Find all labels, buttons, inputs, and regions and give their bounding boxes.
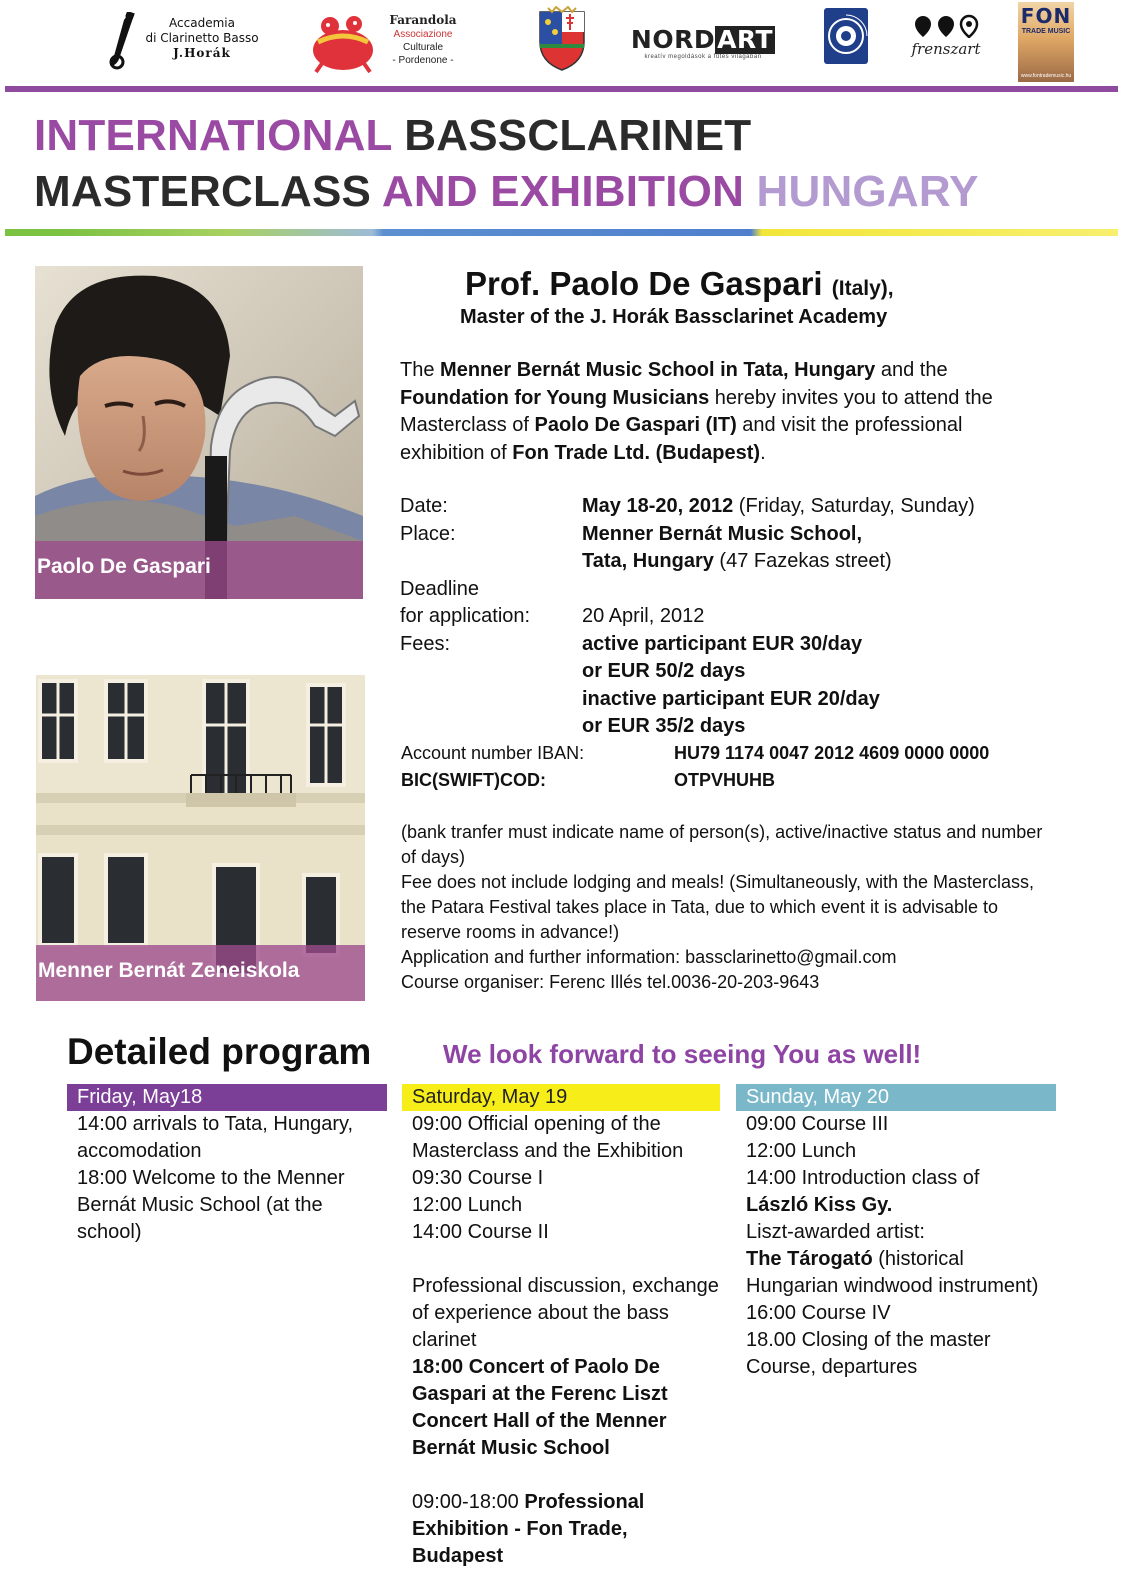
farandola-line4: - Pordenone - xyxy=(392,55,454,66)
program-item-tarogato: The Tárogató xyxy=(746,1248,873,1270)
intro-text-2: and the xyxy=(875,359,948,381)
program-item: 12:00 Lunch xyxy=(746,1140,857,1162)
place-row xyxy=(400,521,1100,576)
title-masterclass: MASTERCLASS xyxy=(34,167,372,216)
fon-sub: TRADE MUSIC xyxy=(1021,28,1071,35)
fon-url: www.fontrademusic.hu xyxy=(1020,73,1072,79)
intro-text-4: and visit the professional exhibition of xyxy=(400,414,963,464)
title-and-exhibition: AND EXHIBITION xyxy=(381,167,745,216)
program-item: 14:00 Course II xyxy=(412,1221,549,1243)
date-note: (Friday, Saturday, Sunday) xyxy=(733,495,975,517)
school-photo xyxy=(36,675,365,1001)
program-item: 18:00 Welcome to the Menner Bernát Music School (at the school) xyxy=(77,1167,345,1243)
dancing-figures-icon xyxy=(308,12,378,74)
sponsor-logos xyxy=(0,0,1136,85)
note-organiser: Course organiser: Ferenc Illés tel.0036-20-203-9643 xyxy=(401,972,820,992)
nordart-tagline: kreatív megoldások a fűtés világában xyxy=(644,54,762,60)
saturday-header: Saturday, May 19 xyxy=(402,1084,720,1111)
note-application-contact: Application and further information: bassclarinetto@gmail.com xyxy=(401,947,897,967)
saturday-column xyxy=(402,1084,720,1570)
program-item-exhibition: Professional Exhibition - Fon Trade, Budapest xyxy=(412,1491,645,1567)
bic-label: BIC(SWIFT)COD: xyxy=(401,770,546,790)
place-note: (47 Fazekas street) xyxy=(713,550,892,572)
fee-item: active participant EUR 30/day xyxy=(582,632,863,655)
deadline-label-2: for application: xyxy=(400,605,531,627)
title-hungary: HUNGARY xyxy=(756,167,979,216)
date-value: May 18-20, 2012 xyxy=(582,495,734,517)
program-item: 18.00 Closing of the master Course, departures xyxy=(746,1329,991,1378)
nordart-name-a: NORD xyxy=(630,25,716,54)
program-item-concert: 18:00 Concert of Paolo De Gaspari at the Ferenc Liszt Concert Hall of the Menner Bernát Music School xyxy=(412,1356,668,1459)
program-item: 14:00 Introduction class of xyxy=(746,1167,980,1189)
deadline-label-1: Deadline xyxy=(400,577,479,600)
account-row xyxy=(401,740,1101,767)
fee-item: inactive participant EUR 20/day xyxy=(582,687,880,710)
color-divider xyxy=(5,229,1118,236)
top-divider xyxy=(5,86,1118,92)
intro-text-5: . xyxy=(760,441,766,464)
deadline-value: 20 April, 2012 xyxy=(582,605,705,627)
fee-item: or EUR 50/2 days xyxy=(582,660,746,682)
friday-column xyxy=(67,1084,387,1246)
fees-label: Fees: xyxy=(400,632,451,655)
horak-academy-logo xyxy=(108,6,268,68)
program-item-artist: László Kiss Gy. xyxy=(746,1194,893,1216)
farandola-logo xyxy=(308,6,468,72)
servohuri-badge-icon xyxy=(823,7,869,65)
program-item: 12:00 Lunch xyxy=(412,1194,523,1216)
intro-bold-2: Foundation for Young Musicians xyxy=(400,386,710,409)
program-item: 09:00 Official opening of the Masterclass and the Exhibition xyxy=(412,1113,684,1162)
program-item: 14:00 arrivals to Tata, Hungary, accomodation xyxy=(77,1113,354,1162)
servohuri-logo xyxy=(822,6,870,66)
deadline-row xyxy=(400,576,1100,631)
intro-bold-1: Menner Bernát Music School in Tata, Hungary xyxy=(440,359,876,381)
program-item-tarogato-desc: (historical Hungarian windwood instrument) xyxy=(746,1248,1039,1297)
invitation-paragraph xyxy=(400,357,1050,467)
bass-clarinet-icon xyxy=(108,12,142,72)
horak-line3: J.Horák xyxy=(173,46,231,60)
professor-photo xyxy=(35,266,363,599)
title-international: INTERNATIONAL xyxy=(34,111,392,160)
bic-value: OTPVHUHB xyxy=(674,770,776,790)
note-bank-transfer: (bank tranfer must indicate name of person(s), active/inactive status and number of days) xyxy=(401,822,1043,867)
place-line2: Tata, Hungary xyxy=(582,550,714,572)
program-item: Professional discussion, exchange of experience about the bass clarinet xyxy=(412,1275,719,1351)
frenszart-logo xyxy=(906,6,986,66)
program-item: Liszt-awarded artist: xyxy=(746,1221,925,1243)
notes-block xyxy=(401,820,1061,995)
date-label: Date: xyxy=(400,495,448,517)
note-lodging: Fee does not include lodging and meals! (Simultaneously, with the Masterclass, the Patara Festival takes place in Tata, due to which event it is advisable to reserve rooms in advance!) xyxy=(401,872,1034,942)
intro-bold-3: Paolo De Gaspari (IT) xyxy=(534,414,737,436)
title-bassclarinet: BASSCLARINET xyxy=(404,111,752,160)
intro-bold-4: Fon Trade Ltd. (Budapest) xyxy=(512,441,761,464)
friday-header: Friday, May18 xyxy=(67,1084,387,1111)
account-value: HU79 1174 0047 2012 4609 0000 0000 xyxy=(674,743,990,763)
program-item: 09:30 Course I xyxy=(412,1167,544,1189)
place-line1: Menner Bernát Music School, xyxy=(582,522,863,545)
farandola-line3: Culturale xyxy=(402,42,444,53)
intro-text-3: hereby invites you to attend the Masterclass of xyxy=(400,386,993,436)
page-title xyxy=(34,108,979,220)
teacher-role: Master of the J. Horák Bassclarinet Academy xyxy=(460,306,888,328)
program-item: 16:00 Course IV xyxy=(746,1302,891,1324)
date-row xyxy=(400,493,1100,521)
fee-item: or EUR 35/2 days xyxy=(582,715,746,737)
teacher-country: (Italy), xyxy=(831,277,894,300)
fon-name: FON xyxy=(1020,4,1072,28)
sunday-column xyxy=(736,1084,1056,1381)
nordart-name-b: ART xyxy=(717,25,774,54)
location-pins-icon xyxy=(911,14,981,38)
program-slogan: We look forward to seeing You as well! xyxy=(443,1039,922,1069)
frenszart-name: frenszart xyxy=(911,40,981,58)
bank-details xyxy=(401,740,1101,794)
event-details xyxy=(400,493,1100,741)
program-item-time: 09:00-18:00 xyxy=(412,1491,525,1513)
professor-caption: Paolo De Gaspari xyxy=(35,541,363,599)
farandola-line2: Associazione xyxy=(393,29,453,40)
nordart-logo xyxy=(628,18,778,68)
farandola-line1: Farandola xyxy=(389,13,457,27)
school-caption: Menner Bernát Zeneiskola xyxy=(36,945,365,1001)
coat-of-arms-logo xyxy=(536,6,588,72)
teacher-name-text: Prof. Paolo De Gaspari xyxy=(465,265,823,302)
program-title: Detailed program xyxy=(67,1031,372,1072)
place-label: Place: xyxy=(400,522,456,545)
fon-trade-logo xyxy=(1018,2,1074,82)
sunday-header: Sunday, May 20 xyxy=(736,1084,1056,1111)
bic-row xyxy=(401,767,1101,794)
horak-line1: Accademia xyxy=(169,16,235,30)
fees-row xyxy=(400,631,1100,741)
coat-of-arms-icon xyxy=(536,6,588,72)
program-item: 09:00 Course III xyxy=(746,1113,889,1135)
intro-text-1: The xyxy=(400,359,441,381)
horak-line2: di Clarinetto Basso xyxy=(145,31,259,45)
account-label: Account number IBAN: xyxy=(401,743,585,763)
